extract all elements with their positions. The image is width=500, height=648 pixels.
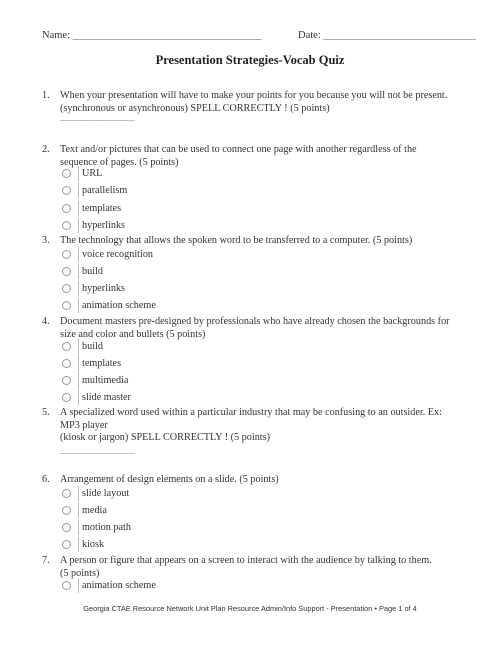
option-label: slide layout (78, 486, 129, 501)
radio-button[interactable] (62, 204, 71, 213)
option-label: templates (78, 356, 121, 371)
quiz-title: Presentation Strategies-Vocab Quiz (155, 53, 345, 67)
option-label: URL (78, 166, 102, 181)
name-label: Name: (42, 30, 70, 41)
radio-button[interactable] (62, 523, 71, 532)
radio-button[interactable] (62, 301, 71, 310)
option-label: multimedia (78, 373, 128, 388)
radio-button[interactable] (62, 267, 71, 276)
question-text: Document masters pre-designed by professionals who have already chosen the backgrounds for size and color and bullets (5 points) (60, 316, 450, 340)
question-text: Text and/or pictures that can be used to connect one page with another regardless of the sequence of pages. (5 points) (60, 144, 417, 168)
radio-button[interactable] (62, 169, 71, 178)
option-label: kiosk (78, 537, 104, 552)
option-label: hyperlinks (78, 281, 125, 296)
date-field (298, 30, 476, 41)
question-text: The technology that allows the spoken word to be transferred to a computer. (5 points) (60, 235, 413, 246)
radio-button[interactable] (62, 250, 71, 259)
question-number: 1. (42, 90, 50, 101)
page-footer: Georgia CTAE Resource Network Unit Plan Resource Admin/Info Support - Presentation • Page 1 of 4 (83, 604, 417, 613)
option-label: slide master (78, 390, 131, 405)
option-label: build (78, 339, 103, 354)
radio-button[interactable] (62, 489, 71, 498)
date-blank: _____________________________ (323, 30, 476, 41)
question-text: Arrangement of design elements on a slide. (5 points) (60, 474, 279, 485)
radio-button[interactable] (62, 506, 71, 515)
answer-blank: _______________ (60, 445, 135, 455)
name-blank: ____________________________________ (72, 30, 262, 41)
question-number: 7. (42, 555, 50, 566)
option-label: voice recognition (78, 247, 153, 262)
option-label: parallelism (78, 183, 127, 198)
question-number: 2. (42, 144, 50, 155)
date-label: Date: (298, 30, 321, 41)
option-label: media (78, 503, 107, 518)
answer-blank: _______________ (60, 112, 135, 122)
radio-button[interactable] (62, 284, 71, 293)
question-text: When your presentation will have to make your points for you because you will not be present. (synchronous or asynchronous) SPELL CORRECTLY ! (5 points) (60, 90, 448, 114)
question-text: A person or figure that appears on a screen to interact with the audience by talking to them. (5 points) (60, 555, 432, 579)
option-label: build (78, 264, 103, 279)
option-label: hyperlinks (78, 218, 125, 233)
option-label: templates (78, 201, 121, 216)
radio-button[interactable] (62, 376, 71, 385)
radio-button[interactable] (62, 359, 71, 368)
option-label: animation scheme (78, 578, 156, 593)
radio-button[interactable] (62, 342, 71, 351)
question-number: 6. (42, 474, 50, 485)
radio-button[interactable] (62, 221, 71, 230)
name-field (42, 30, 262, 41)
question-number: 3. (42, 235, 50, 246)
radio-button[interactable] (62, 186, 71, 195)
question-number: 5. (42, 407, 50, 418)
option-label: motion path (78, 520, 131, 535)
question-number: 4. (42, 316, 50, 327)
radio-button[interactable] (62, 393, 71, 402)
radio-button[interactable] (62, 581, 71, 590)
question-text: A specialized word used within a particular industry that may be confusing to an outsider. Ex: MP3 player (kiosk or jargon) SPELL CORRECTLY ! (5 points) (60, 407, 442, 443)
radio-button[interactable] (62, 540, 71, 549)
option-label: animation scheme (78, 298, 156, 313)
